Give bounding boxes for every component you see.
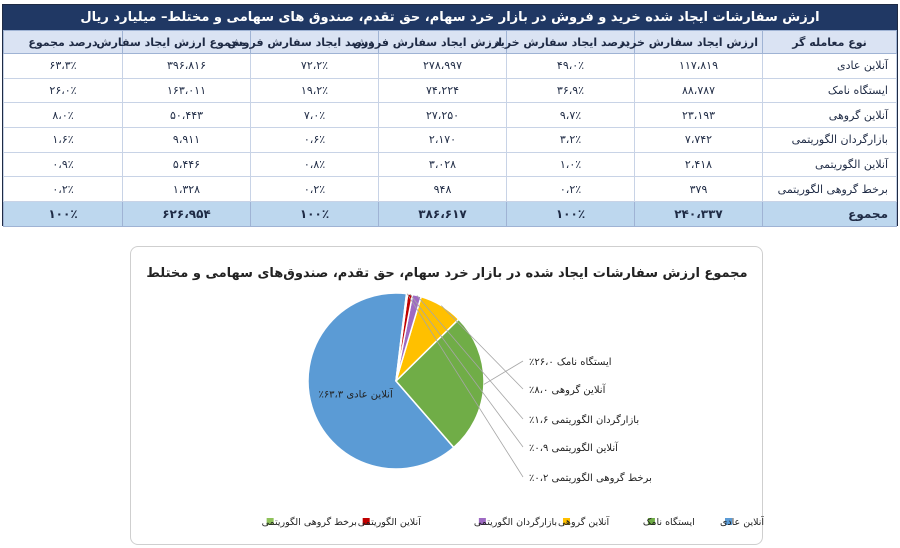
table-cell: ۳،۲٪: [507, 128, 635, 153]
table-cell: ۲۳،۱۹۳: [635, 103, 763, 128]
table-cell: ۱،۳۲۸: [123, 177, 251, 202]
slice-data-label: بازارگردان الگوریتمی ۱،۶٪: [529, 415, 640, 426]
table-cell: ۲۶،۰٪: [4, 78, 123, 103]
trader-type-cell: بازارگردان الگوریتمی: [763, 128, 897, 153]
trader-type-cell: آنلاین گروهی: [763, 103, 897, 128]
table-row: [4, 78, 897, 103]
column-header: درصد ایجاد سفارش خرید: [507, 31, 635, 54]
slice-data-label: آنلاین عادی ۶۳،۳٪: [318, 389, 393, 401]
table-cell: ۰،۸٪: [251, 152, 379, 177]
total-cell: ۲۴۰،۳۳۷: [635, 202, 763, 227]
total-cell: ۱۰۰٪: [4, 202, 123, 227]
table-cell: ۷۴،۲۲۴: [379, 78, 507, 103]
table-cell: ۷۲،۲٪: [251, 54, 379, 79]
trader-type-cell: آنلاین عادی: [763, 54, 897, 79]
column-header: نوع معامله گر: [763, 31, 897, 54]
table-cell: ۳۶،۹٪: [507, 78, 635, 103]
total-cell: ۶۲۶،۹۵۴: [123, 202, 251, 227]
trader-type-cell: برخط گروهی الگوریتمی: [763, 177, 897, 202]
table-cell: ۳۹۶،۸۱۶: [123, 54, 251, 79]
table-cell: ۲۷۸،۹۹۷: [379, 54, 507, 79]
total-label-cell: مجموع: [763, 202, 897, 227]
slice-data-label: ایستگاه نامک ۲۶،۰٪: [529, 357, 612, 368]
table-cell: ۳۷۹: [635, 177, 763, 202]
legend-item-label: بازارگردان الگوریتمی: [473, 517, 558, 528]
table-cell: ۱،۶٪: [4, 128, 123, 153]
total-row: [4, 202, 897, 227]
table-cell: ۲،۴۱۸: [635, 152, 763, 177]
orders-grid: [3, 30, 897, 227]
table-cell: ۲۷،۲۵۰: [379, 103, 507, 128]
orders-table: [2, 4, 898, 226]
legend-item-label: برخط گروهی الگوریتمی: [261, 517, 357, 528]
legend-item-label: ایستگاه نامک: [642, 517, 695, 528]
column-header: درصد مجموع: [4, 31, 123, 54]
column-header: ارزش ایجاد سفارش خرید: [635, 31, 763, 54]
table-cell: ۴۹،۰٪: [507, 54, 635, 79]
table-cell: ۲،۱۷۰: [379, 128, 507, 153]
slice-data-label: برخط گروهی الگوریتمی ۰،۲٪: [529, 473, 652, 484]
pie-chart-card: [130, 246, 763, 545]
table-cell: ۵،۴۴۶: [123, 152, 251, 177]
table-cell: ۱۶۳،۰۱۱: [123, 78, 251, 103]
table-cell: ۹،۹۱۱: [123, 128, 251, 153]
chart-title: مجموع ارزش سفارشات ایجاد شده در بازار خرد سهام، حق تقدم، صندوق‌های سهامی و مختلط: [146, 266, 748, 281]
table-cell: ۹،۷٪: [507, 103, 635, 128]
column-header: ارزش ایجاد سفارش فروش: [379, 31, 507, 54]
table-cell: ۱۹،۲٪: [251, 78, 379, 103]
table-cell: ۳،۰۲۸: [379, 152, 507, 177]
table-cell: ۷،۰٪: [251, 103, 379, 128]
table-cell: ۵۰،۴۴۳: [123, 103, 251, 128]
total-cell: ۳۸۶،۶۱۷: [379, 202, 507, 227]
table-cell: ۰،۲٪: [251, 177, 379, 202]
total-cell: ۱۰۰٪: [507, 202, 635, 227]
table-row: [4, 152, 897, 177]
slice-data-label: آنلاین الگوریتمی ۰،۹٪: [529, 443, 618, 454]
total-cell: ۱۰۰٪: [251, 202, 379, 227]
table-header-row: [4, 31, 897, 54]
trader-type-cell: آنلاین الگوریتمی: [763, 152, 897, 177]
column-header: مجموع ارزش ایجاد سفارش: [123, 31, 251, 54]
table-cell: ۶۳،۳٪: [4, 54, 123, 79]
table-cell: ۰،۲٪: [507, 177, 635, 202]
column-header: درصد ایجاد سفارش فروش: [251, 31, 379, 54]
table-title: ارزش سفارشات ایجاد شده خرید و فروش در بازار خرد سهام، حق تقدم، صندوق های سهامی و مختلط– میلیارد ریال: [3, 5, 897, 30]
legend-item-label: آنلاین عادی: [720, 517, 764, 528]
trader-type-cell: ایستگاه نامک: [763, 78, 897, 103]
legend-item-label: آنلاین الگوریتمی: [357, 517, 421, 528]
table-cell: ۰،۲٪: [4, 177, 123, 202]
table-cell: ۰،۹٪: [4, 152, 123, 177]
table-cell: ۸،۰٪: [4, 103, 123, 128]
legend-item-label: آنلاین گروهی: [558, 517, 610, 528]
table-cell: ۱۱۷،۸۱۹: [635, 54, 763, 79]
table-cell: ۸۸،۷۸۷: [635, 78, 763, 103]
table-row: [4, 54, 897, 79]
table-cell: ۱،۰٪: [507, 152, 635, 177]
slice-data-label: آنلاین گروهی ۸،۰٪: [529, 385, 606, 396]
table-cell: ۹۴۸: [379, 177, 507, 202]
table-row: [4, 177, 897, 202]
table-cell: ۰،۶٪: [251, 128, 379, 153]
table-cell: ۷،۷۴۲: [635, 128, 763, 153]
table-row: [4, 103, 897, 128]
pie-chart: [131, 247, 764, 546]
table-row: [4, 128, 897, 153]
